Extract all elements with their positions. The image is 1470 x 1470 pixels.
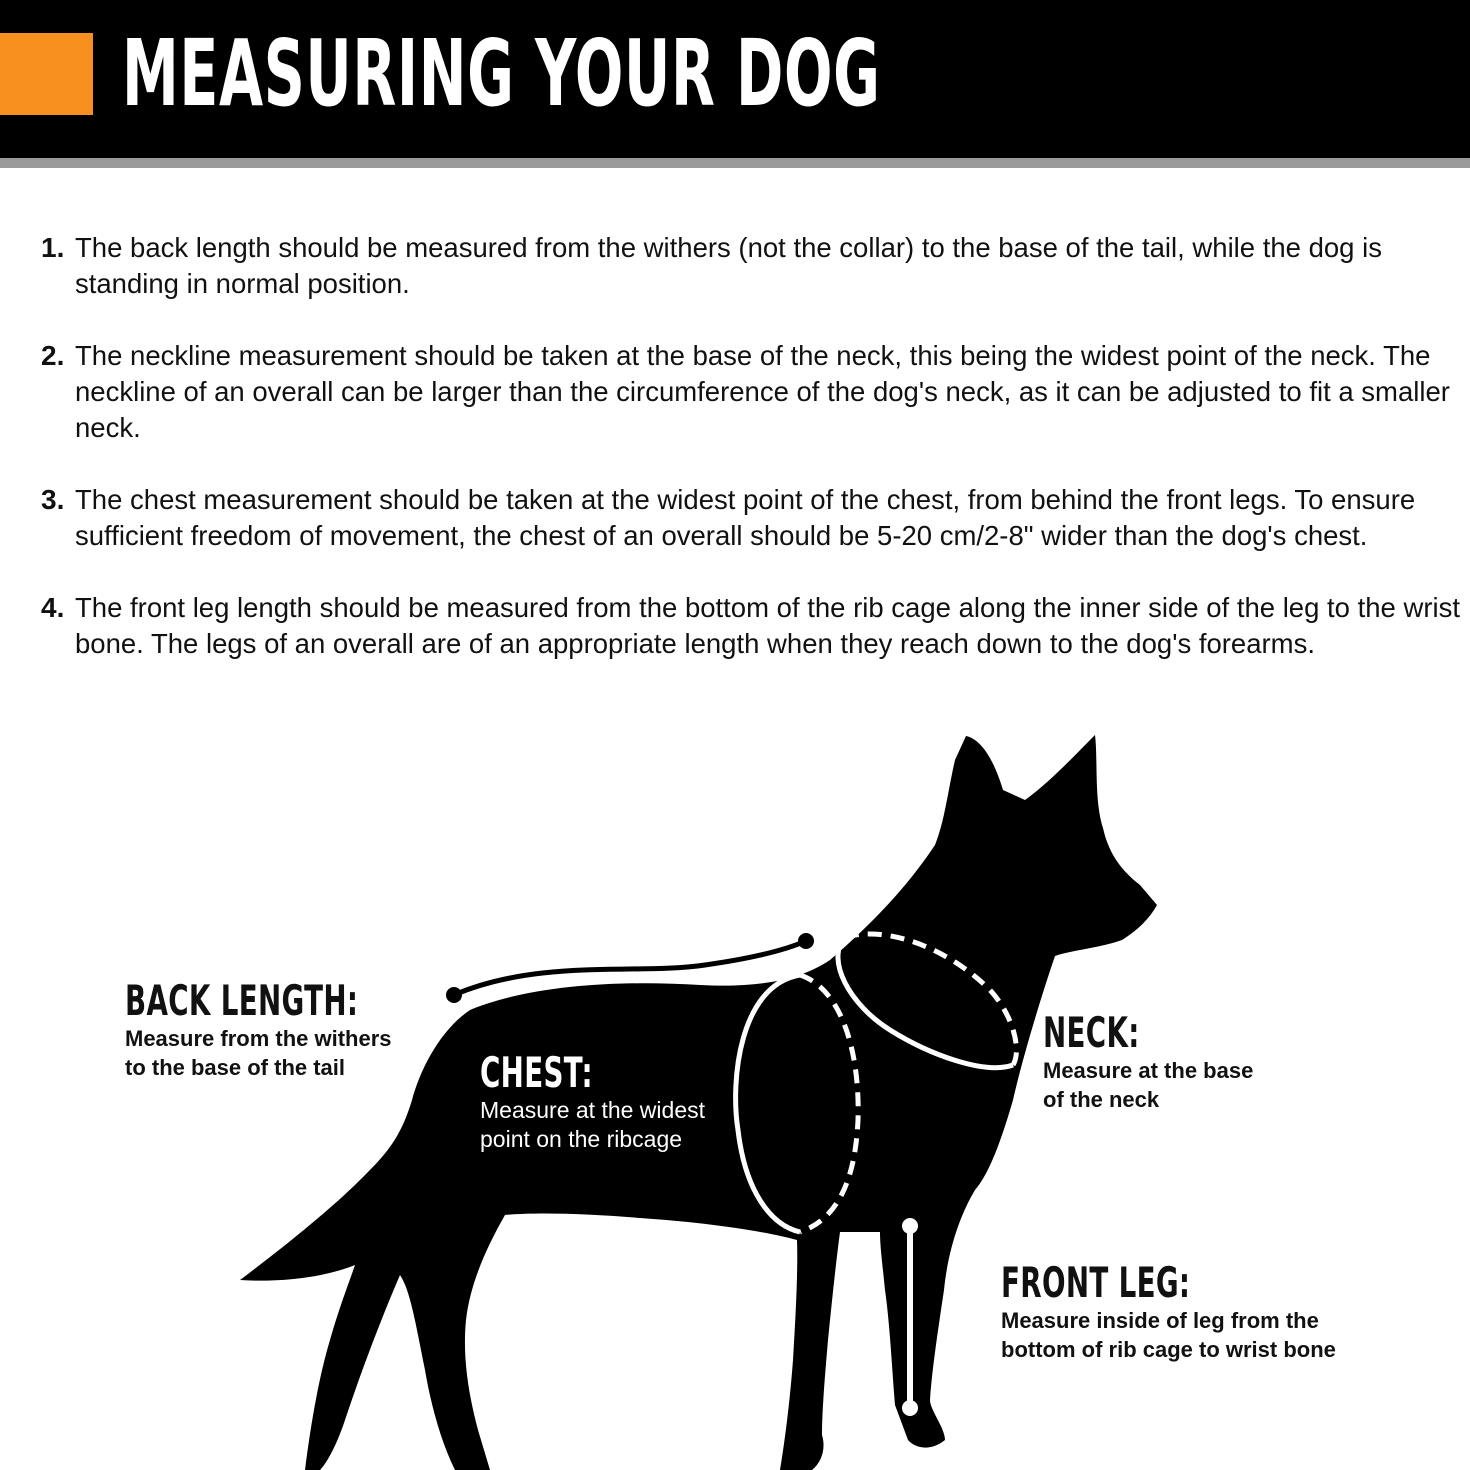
chest-description: Measure at the widest point on the ribcage (480, 1097, 706, 1152)
neck-heading: NECK: (1043, 1008, 1140, 1057)
step-text: The neckline measurement should be taken at the base of the neck, this being the widest point of the neck. The neckline of an overall can be larger than the circumference of the dog's neck, as it can be adjusted to fit a smaller neck. (75, 340, 1450, 443)
step-text: The back length should be measured from the withers (not the collar) to the base of the tail, while the dog is standing in normal position. (75, 232, 1382, 299)
back-length-description: Measure from the withers to the base of the tail (125, 1026, 392, 1080)
page-title: MEASURING YOUR DOG (122, 20, 881, 127)
neck-description: Measure at the base of the neck (1043, 1058, 1254, 1112)
front-leg-bottom-dot (902, 1400, 918, 1416)
neck-label (1043, 1010, 1253, 1114)
back-length-label (125, 978, 478, 1082)
chest-label (480, 1050, 705, 1154)
step-number: 3. (41, 484, 65, 515)
back-length-heading: BACK LENGTH: (125, 976, 359, 1025)
step-number: 2. (41, 340, 65, 371)
front-leg-heading: FRONT LEG: (1001, 1258, 1191, 1307)
front-leg-top-dot (902, 1218, 918, 1234)
front-leg-description: Measure inside of leg from the bottom of rib cage to wrist bone (1001, 1308, 1336, 1362)
front-leg-label (1001, 1260, 1336, 1364)
back-length-end-dot (798, 933, 814, 949)
step-number: 1. (41, 232, 65, 263)
step-text: The front leg length should be measured from the bottom of the rib cage along the inner side of the leg to the wrist bone. The legs of an overall are of an appropriate length when they reach down to the dog's forearms. (75, 592, 1460, 659)
step-text: The chest measurement should be taken at the widest point of the chest, from behind the front legs. To ensure sufficient freedom of movement, the chest of an overall should be 5-20 cm/2-8" wider than the dog's chest. (75, 484, 1416, 551)
chest-heading: CHEST: (480, 1048, 593, 1097)
step-number: 4. (41, 592, 65, 623)
